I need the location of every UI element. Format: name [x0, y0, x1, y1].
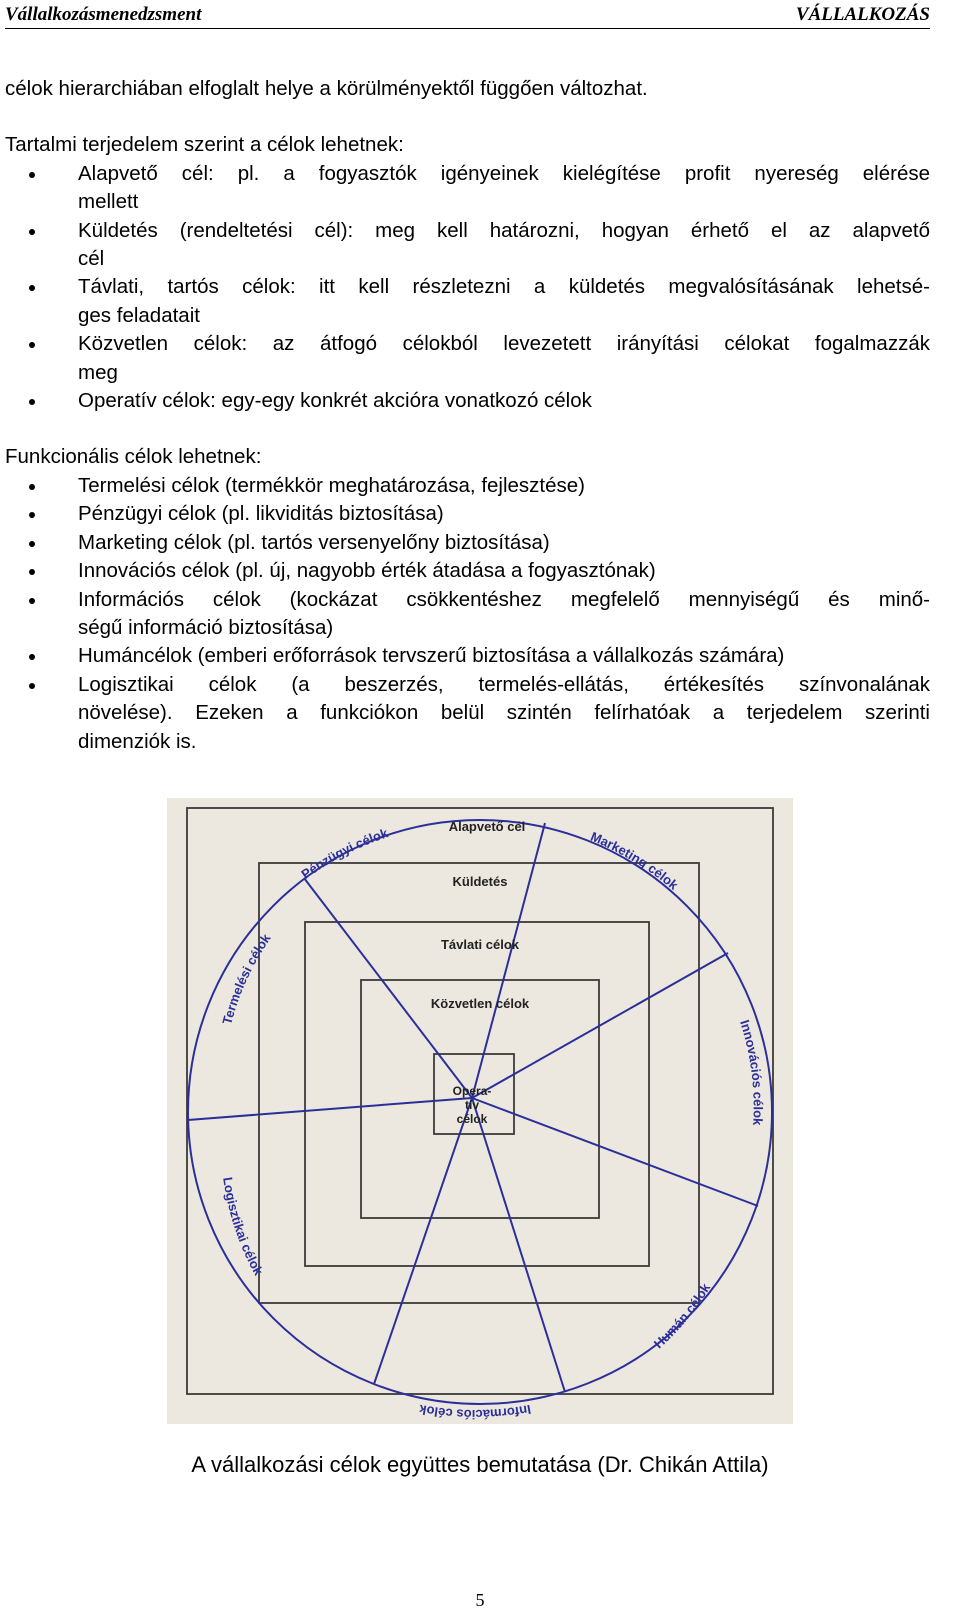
list-item: Logisztikai célok (a beszerzés, termelés-ellátás, értékesítés színvonalának növelése). Ezeken a funkciókon belül szintén felírhatóak a terjedelem szerinti dimenziók is. — [5, 671, 930, 756]
label-tavlati: Távlati célok — [440, 937, 520, 952]
page-header — [5, 4, 930, 29]
sector-label-logisztikai: Logisztikai célok — [220, 1176, 267, 1278]
intro-paragraph: célok hierarchiában elfoglalt helye a körülményektől függően változhat. — [5, 77, 648, 100]
square-kozvetlen — [361, 980, 599, 1218]
list-item: Termelési célok (termékkör meghatározása, fejlesztése) — [5, 472, 930, 500]
list-item: Humáncélok (emberi erőforrások tervszerű biztosítása a vállalkozás számára) — [5, 642, 930, 670]
sector-line — [304, 878, 472, 1098]
sector-label-penzugyi: Pénzügyi célok — [298, 825, 390, 882]
sector-label-human: Humán célok — [650, 1280, 714, 1352]
sector-label-innovacios: Innovációs célok — [737, 1018, 766, 1126]
sector-line — [472, 953, 728, 1098]
label-alapveto: Alapvető cél — [448, 819, 526, 834]
label-operativ-1: Opera- — [452, 1084, 492, 1098]
sector-line — [472, 1098, 565, 1392]
sector-line — [188, 1098, 472, 1120]
sector-label-informacios: Információs célok — [417, 1401, 533, 1422]
sector-label-marketing: Marketing célok — [588, 828, 682, 893]
sector-line — [374, 1098, 472, 1384]
list-item: Információs célok (kockázat csökkentéshez megfelelő mennyiségű és minő- ségű információ biztosítása) — [5, 586, 930, 643]
page-number: 5 — [475, 1590, 485, 1610]
list-item: Innovációs célok (pl. új, nagyobb érték átadása a fogyasztónak) — [5, 557, 930, 585]
header-title-left: Vállalkozásmenedzsment — [5, 4, 202, 25]
sector-line — [472, 1098, 758, 1206]
list-item: Operatív célok: egy-egy konkrét akcióra vonatkozó célok — [5, 387, 930, 415]
sector-label-termelesi: Termelési célok — [219, 931, 274, 1026]
label-kozvetlen: Közvetlen célok — [430, 996, 530, 1011]
list-item: Közvetlen célok: az átfogó célokból levezetett irányítási célokat fogalmazzák meg — [5, 330, 930, 387]
list-item: Pénzügyi célok (pl. likviditás biztosítása) — [5, 500, 930, 528]
functional-list — [5, 472, 930, 756]
list-item: Marketing célok (pl. tartós versenyelőny biztosítása) — [5, 529, 930, 557]
square-kuldetes — [259, 863, 699, 1303]
functional-heading: Funkcionális célok lehetnek: — [5, 445, 262, 469]
label-kuldetes: Küldetés — [452, 874, 508, 889]
figure-caption: A vállalkozási célok együttes bemutatása (Dr. Chikán Attila) — [191, 1452, 769, 1477]
header-title-right: VÁLLALKOZÁS — [795, 4, 930, 25]
sector-line — [472, 823, 545, 1098]
goals-diagram — [167, 798, 793, 1424]
list-item: Távlati, tartós célok: itt kell részletezni a küldetés megvalósításának lehetsé- ges feladatait — [5, 273, 930, 330]
scope-list — [5, 160, 930, 416]
list-item: Alapvető cél: pl. a fogyasztók igényeinek kielégítése profit nyereség elérése mellett — [5, 160, 930, 217]
body-text — [5, 75, 930, 756]
label-operativ-2: tív — [464, 1098, 480, 1112]
scope-heading: Tartalmi terjedelem szerint a célok lehetnek: — [5, 133, 404, 157]
list-item: Küldetés (rendeltetési cél): meg kell határozni, hogyan érhető el az alapvető cél — [5, 217, 930, 274]
label-operativ-3: célok — [456, 1112, 488, 1126]
